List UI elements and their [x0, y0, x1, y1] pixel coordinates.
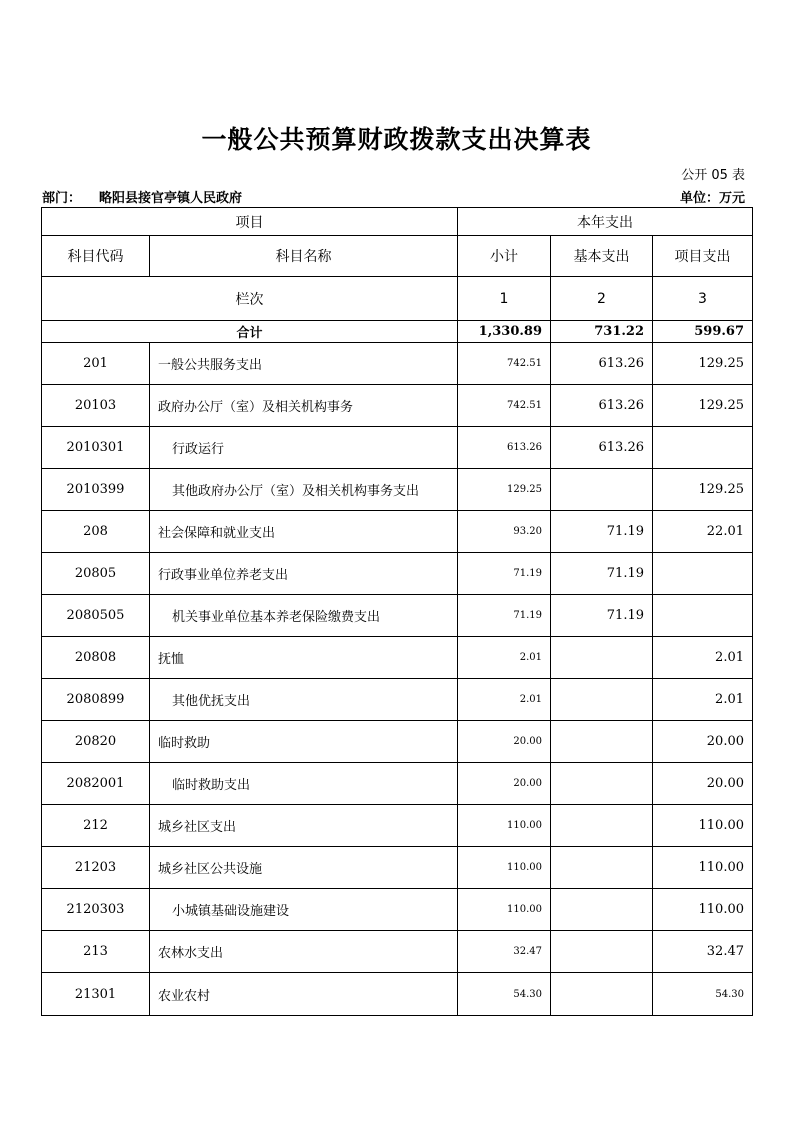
row-subtotal: 2.01: [458, 637, 551, 679]
department-info: [42, 187, 242, 206]
row-code: 20820: [42, 721, 150, 763]
total-label: 合计: [42, 321, 458, 343]
row-project: 22.01: [653, 511, 753, 553]
row-project: 129.25: [653, 343, 753, 385]
row-code: 2080899: [42, 679, 150, 721]
row-subtotal: 93.20: [458, 511, 551, 553]
header-code: 科目代码: [42, 236, 150, 277]
header-name: 科目名称: [150, 236, 458, 277]
row-code: 212: [42, 805, 150, 847]
table-row: [42, 553, 753, 595]
row-name: 行政事业单位养老支出: [150, 553, 458, 595]
row-subtotal: 613.26: [458, 427, 551, 469]
header-row-2: [42, 236, 753, 277]
table-row: [42, 889, 753, 931]
row-basic: [551, 721, 653, 763]
table-row: [42, 469, 753, 511]
row-subtotal: 32.47: [458, 931, 551, 973]
row-subtotal: 71.19: [458, 595, 551, 637]
row-name: 城乡社区支出: [150, 805, 458, 847]
row-name: 抚恤: [150, 637, 458, 679]
row-code: 208: [42, 511, 150, 553]
header-item: 项目: [42, 208, 458, 236]
row-subtotal: 20.00: [458, 721, 551, 763]
row-project: 54.30: [653, 973, 753, 1016]
row-project: 110.00: [653, 889, 753, 931]
header-row-1: [42, 208, 753, 236]
row-subtotal: 2.01: [458, 679, 551, 721]
row-project: 110.00: [653, 847, 753, 889]
row-basic: 613.26: [551, 427, 653, 469]
row-code: 2120303: [42, 889, 150, 931]
total-subtotal: 1,330.89: [458, 321, 551, 343]
row-subtotal: 742.51: [458, 343, 551, 385]
row-project: 129.25: [653, 385, 753, 427]
row-name: 机关事业单位基本养老保险缴费支出: [150, 595, 458, 637]
row-basic: 71.19: [551, 595, 653, 637]
row-name: 其他政府办公厅（室）及相关机构事务支出: [150, 469, 458, 511]
row-code: 2010301: [42, 427, 150, 469]
row-basic: 71.19: [551, 553, 653, 595]
header-project: 项目支出: [653, 236, 753, 277]
row-project: [653, 553, 753, 595]
row-code: 2080505: [42, 595, 150, 637]
row-project: 110.00: [653, 805, 753, 847]
row-basic: [551, 763, 653, 805]
row-name: 小城镇基础设施建设: [150, 889, 458, 931]
table-row: [42, 637, 753, 679]
row-project: [653, 427, 753, 469]
row-code: 2010399: [42, 469, 150, 511]
row-code: 201: [42, 343, 150, 385]
row-code: 21203: [42, 847, 150, 889]
table-row: [42, 511, 753, 553]
row-subtotal: 110.00: [458, 889, 551, 931]
row-project: 20.00: [653, 721, 753, 763]
table-row: [42, 847, 753, 889]
table-row: [42, 427, 753, 469]
table-row: [42, 763, 753, 805]
row-name: 行政运行: [150, 427, 458, 469]
column-number-row: [42, 277, 753, 321]
table-row: [42, 805, 753, 847]
row-basic: [551, 973, 653, 1016]
row-subtotal: 71.19: [458, 553, 551, 595]
column-number-3: 3: [653, 277, 753, 321]
table-row: [42, 595, 753, 637]
row-basic: 71.19: [551, 511, 653, 553]
row-code: 20805: [42, 553, 150, 595]
row-subtotal: 129.25: [458, 469, 551, 511]
row-basic: [551, 679, 653, 721]
table-row: [42, 973, 753, 1016]
table-row: [42, 679, 753, 721]
row-name: 政府办公厅（室）及相关机构事务: [150, 385, 458, 427]
table-row: [42, 721, 753, 763]
column-number-2: 2: [551, 277, 653, 321]
row-name: 临时救助支出: [150, 763, 458, 805]
column-number-1: 1: [458, 277, 551, 321]
row-subtotal: 20.00: [458, 763, 551, 805]
row-basic: [551, 847, 653, 889]
row-code: 213: [42, 931, 150, 973]
header-subtotal: 小计: [458, 236, 551, 277]
row-name: 农业农村: [150, 973, 458, 1016]
table-row: [42, 931, 753, 973]
row-subtotal: 110.00: [458, 805, 551, 847]
table-row: [42, 385, 753, 427]
total-basic: 731.22: [551, 321, 653, 343]
row-code: 21301: [42, 973, 150, 1016]
row-project: 2.01: [653, 679, 753, 721]
row-name: 一般公共服务支出: [150, 343, 458, 385]
header-basic: 基本支出: [551, 236, 653, 277]
row-basic: [551, 469, 653, 511]
total-row: [42, 321, 753, 343]
row-code: 20103: [42, 385, 150, 427]
expenditure-table: [41, 207, 753, 1016]
total-project: 599.67: [653, 321, 753, 343]
row-basic: 613.26: [551, 343, 653, 385]
department-label: 部门：: [42, 191, 82, 206]
row-basic: [551, 931, 653, 973]
row-subtotal: 742.51: [458, 385, 551, 427]
row-name: 社会保障和就业支出: [150, 511, 458, 553]
row-subtotal: 110.00: [458, 847, 551, 889]
row-basic: [551, 637, 653, 679]
row-code: 2082001: [42, 763, 150, 805]
row-basic: [551, 889, 653, 931]
row-name: 临时救助: [150, 721, 458, 763]
row-project: 32.47: [653, 931, 753, 973]
row-subtotal: 54.30: [458, 973, 551, 1016]
row-basic: 613.26: [551, 385, 653, 427]
row-basic: [551, 805, 653, 847]
row-project: 20.00: [653, 763, 753, 805]
unit-label: 单位：万元: [679, 191, 745, 206]
row-code: 20808: [42, 637, 150, 679]
row-project: [653, 595, 753, 637]
form-number: 公开 05 表: [681, 168, 745, 183]
row-name: 农林水支出: [150, 931, 458, 973]
department-name: 略阳县接官亭镇人民政府: [99, 191, 243, 206]
column-label: 栏次: [42, 277, 458, 321]
row-project: 129.25: [653, 469, 753, 511]
row-name: 其他优抚支出: [150, 679, 458, 721]
row-project: 2.01: [653, 637, 753, 679]
page-title: 一般公共预算财政拨款支出决算表: [201, 125, 592, 154]
header-current-year: 本年支出: [458, 208, 753, 236]
table-row: [42, 343, 753, 385]
row-name: 城乡社区公共设施: [150, 847, 458, 889]
